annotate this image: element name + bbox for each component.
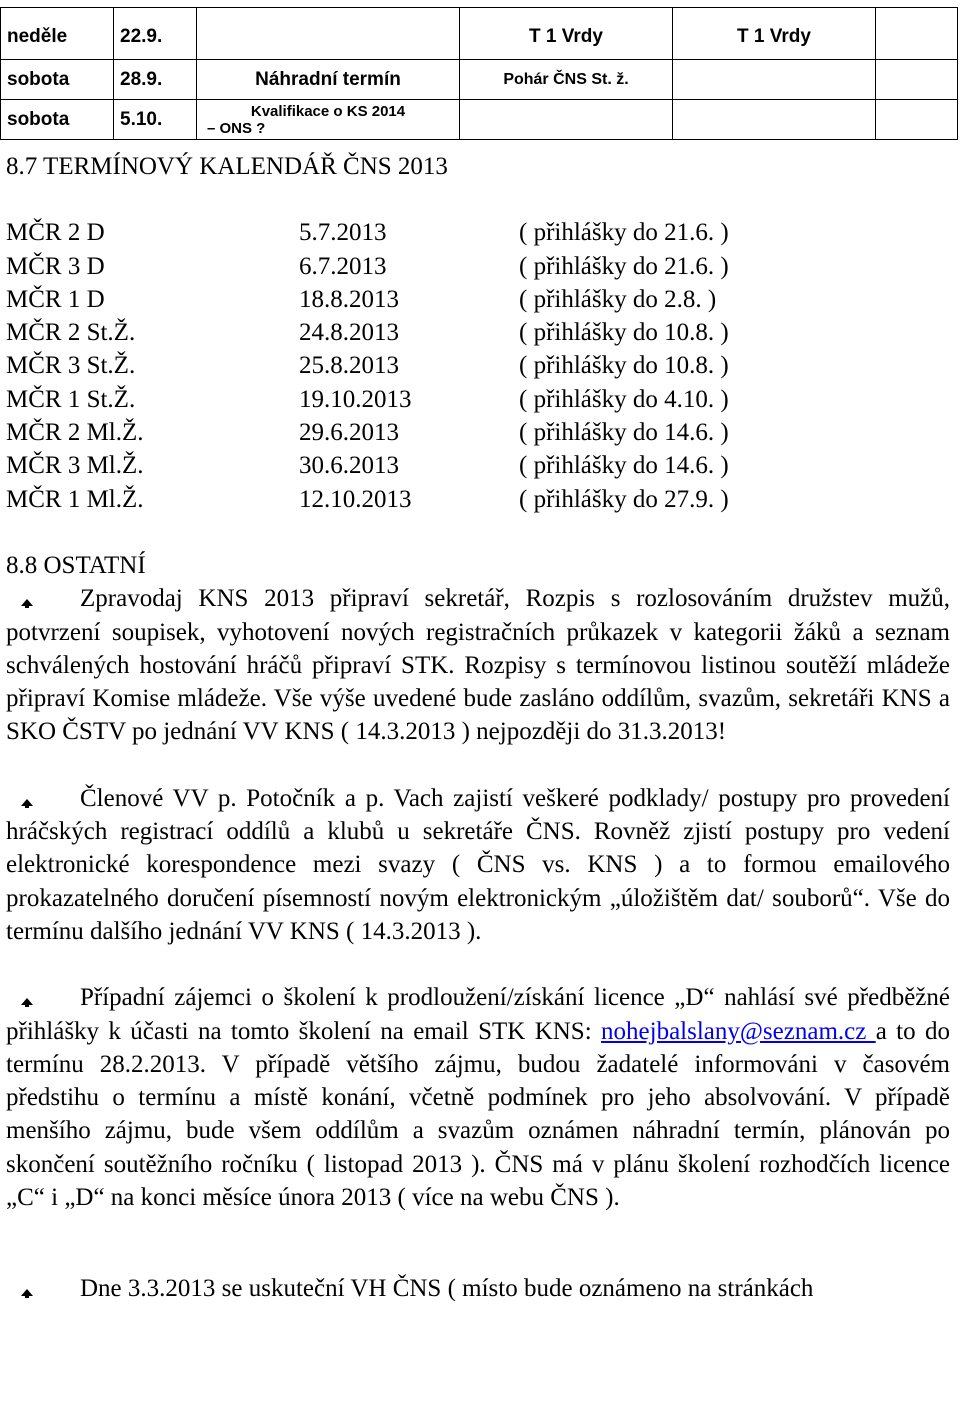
table-cell-event-2: T 1 Vrdy <box>460 8 673 60</box>
calendar-event-note: ( přihlášky do 21.6. ) <box>519 219 729 247</box>
calendar-event-note: ( přihlášky do 10.8. ) <box>519 352 729 380</box>
table-cell-event: Náhradní termín <box>197 60 460 100</box>
schedule-table <box>0 7 958 140</box>
table-cell-empty <box>876 100 958 140</box>
calendar-row <box>6 416 950 449</box>
calendar-row <box>6 216 950 249</box>
paragraph-text-start: Případní zájemci o školení k prodloužení/získání licence „D“ nahlásí své předběžné přihlášky k účasti na tomto školení na email STK KNS: <box>6 984 950 1045</box>
calendar-event-note: ( přihlášky do 14.6. ) <box>519 452 729 480</box>
table-cell-date: 28.9. <box>114 60 197 100</box>
calendar-event-note: ( přihlášky do 14.6. ) <box>519 419 729 447</box>
event-line-1: Kvalifikace o KS 2014 <box>250 102 406 120</box>
calendar-row <box>6 383 950 416</box>
paragraph-general-meeting <box>6 1272 950 1305</box>
event-line-2: – ONS ? <box>207 119 266 137</box>
calendar-event-name: MČR 3 Ml.Ž. <box>6 452 144 480</box>
paragraph-text: Členové VV p. Potočník a p. Vach zajistí veškeré podklady/ postupy pro provedení hráčských registrací oddílů a klubů u sekretáře ČNS. Rovněž zjistí postupy pro vedení elektronické korespondence mezi svazy ( ČNS vs. KNS ) a to formou emailového prokazatelného doručení písemností novým elektronickým „úložištěm dat/ souborů“. Vše do termínu dalšího jednání VV KNS ( 14.3.2013 ). <box>6 784 950 945</box>
calendar-event-date: 25.8.2013 <box>299 352 399 380</box>
calendar-event-note: ( přihlášky do 10.8. ) <box>519 319 729 347</box>
table-cell-event <box>197 100 460 140</box>
table-cell-event <box>197 8 460 60</box>
table-cell-day: sobota <box>1 60 114 100</box>
paragraph-registrations <box>6 782 950 948</box>
table-row <box>1 60 958 100</box>
calendar-row <box>6 316 950 349</box>
table-cell-empty <box>876 8 958 60</box>
calendar-event-date: 6.7.2013 <box>299 252 387 280</box>
table-cell-date: 22.9. <box>114 8 197 60</box>
calendar-event-date: 5.7.2013 <box>299 219 387 247</box>
calendar-event-name: MČR 2 St.Ž. <box>6 319 136 347</box>
calendar-event-name: MČR 1 D <box>6 285 105 313</box>
calendar-event-date: 19.10.2013 <box>299 385 412 413</box>
calendar-row <box>6 349 950 382</box>
calendar-row <box>6 449 950 482</box>
table-cell-date: 5.10. <box>114 100 197 140</box>
table-row <box>1 8 958 60</box>
calendar-event-note: ( přihlášky do 27.9. ) <box>519 485 729 513</box>
calendar-row <box>6 250 950 283</box>
paragraph-training <box>6 981 950 1214</box>
calendar-event-date: 24.8.2013 <box>299 319 399 347</box>
paragraph-text: Zpravodaj KNS 2013 připraví sekretář, Rozpis s rozlosováním družstev mužů, potvrzení soupisek, vyhotovení nových registračních průkazek v kategorii žáků a seznam schválených hostování hráčů připraví STK. Rozpisy s termínovou listinou soutěží mládeže připraví Komise mládeže. Vše výše uvedené bude zasláno oddílům, svazům, sekretáři KNS a SKO ČSTV po jednání VV KNS ( 14.3.2013 ) nejpozději do 31.3.2013! <box>6 585 950 746</box>
paragraph-text: Dne 3.3.2013 se uskuteční VH ČNS ( místo bude oznámeno na stránkách <box>80 1275 814 1303</box>
table-cell-day: sobota <box>1 100 114 140</box>
section-heading-calendar: 8.7 TERMÍNOVÝ KALENDÁŘ ČNS 2013 <box>6 153 448 180</box>
table-cell-event-3 <box>673 60 876 100</box>
calendar-event-date: 30.6.2013 <box>299 452 399 480</box>
section-heading-other: 8.8 OSTATNÍ <box>6 551 146 579</box>
calendar-event-note: ( přihlášky do 2.8. ) <box>519 285 717 313</box>
calendar-event-name: MČR 2 Ml.Ž. <box>6 419 144 447</box>
calendar-event-name: MČR 2 D <box>6 219 105 247</box>
calendar-event-date: 18.8.2013 <box>299 285 399 313</box>
table-cell-event-3 <box>673 100 876 140</box>
calendar-row <box>6 483 950 516</box>
calendar-event-name: MČR 1 Ml.Ž. <box>6 485 144 513</box>
calendar-list <box>6 216 950 516</box>
table-cell-empty <box>876 60 958 100</box>
calendar-event-date: 29.6.2013 <box>299 419 399 447</box>
table-cell-event-3: T 1 Vrdy <box>673 8 876 60</box>
table-row <box>1 100 958 140</box>
email-link[interactable]: nohejbalslany@seznam.cz <box>601 1017 876 1045</box>
document-body <box>6 150 950 1306</box>
table-cell-event-2 <box>460 100 673 140</box>
calendar-event-name: MČR 3 St.Ž. <box>6 352 136 380</box>
calendar-event-note: ( přihlášky do 21.6. ) <box>519 252 729 280</box>
paragraph-newsletter <box>6 582 950 748</box>
calendar-event-date: 12.10.2013 <box>299 485 412 513</box>
paragraph-text-end: a to do termínu 28.2.2013. V případě většího zájmu, budou žadatelé informováni v časovém předstihu o termínu a místě konání, včetně podmínek pro jeho absolvování. V případě menšího zájmu, bude všem oddílům a svazům oznámen náhradní termín, plánován po skončení soutěžního ročníku ( listopad 2013 ). ČNS má v plánu školení rozhodčích licence „C“ i „D“ na konci měsíce února 2013 ( více na webu ČNS ). <box>6 1017 950 1212</box>
table-cell-event-2: Pohár ČNS St. ž. <box>460 60 673 100</box>
table-cell-day: neděle <box>1 8 114 60</box>
calendar-event-name: MČR 1 St.Ž. <box>6 385 136 413</box>
calendar-event-note: ( přihlášky do 4.10. ) <box>519 385 729 413</box>
calendar-row <box>6 283 950 316</box>
calendar-event-name: MČR 3 D <box>6 252 105 280</box>
